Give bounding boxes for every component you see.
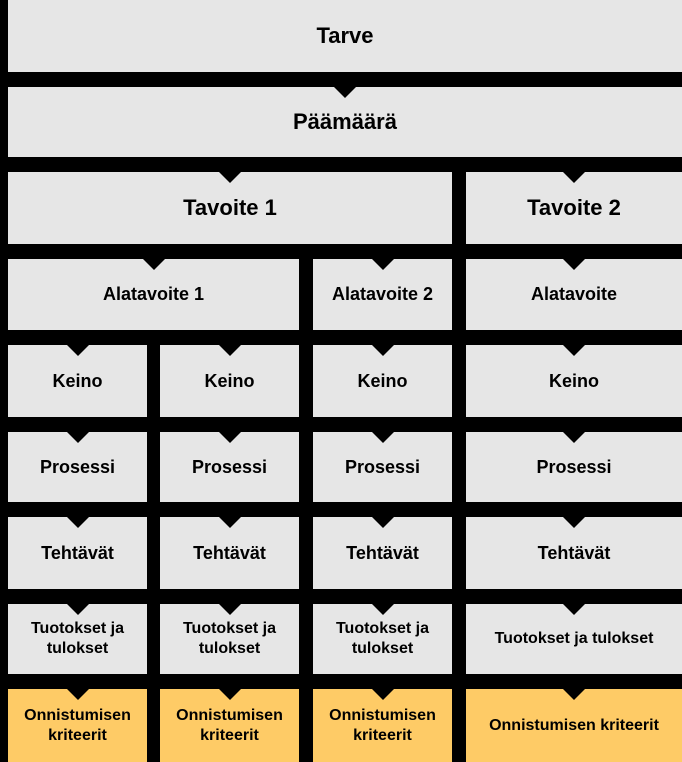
flow-arrow: [372, 517, 394, 528]
aim-box-label: Päämäärä: [293, 109, 397, 134]
tasks-box-2-label: Tehtävät: [193, 542, 266, 563]
outputs-box-1-label: Tuotokset ja tulokset: [30, 620, 125, 657]
process-box-1-label: Prosessi: [39, 456, 116, 477]
goal-box-2-label: Tavoite 2: [527, 195, 621, 220]
flow-arrow: [219, 432, 241, 443]
flow-arrow: [563, 432, 585, 443]
flow-arrow: [563, 517, 585, 528]
means-box-3-label: Keino: [357, 370, 408, 391]
flow-arrow: [372, 259, 394, 270]
flow-arrow: [563, 689, 585, 700]
success-criteria-box-3-label: Onnistumisen kriteerit: [329, 706, 436, 744]
flow-arrow: [372, 345, 394, 356]
flow-arrow: [219, 689, 241, 700]
tasks-box-1-label: Tehtävät: [41, 542, 114, 563]
flow-arrow: [563, 172, 585, 183]
flow-arrow: [67, 345, 89, 356]
flow-arrow: [67, 432, 89, 443]
process-box-3-label: Prosessi: [344, 456, 421, 477]
flow-arrow: [563, 604, 585, 615]
flow-arrow: [372, 689, 394, 700]
means-box-1-label: Keino: [52, 370, 103, 391]
flow-arrow: [219, 517, 241, 528]
flow-arrow: [143, 259, 165, 270]
success-criteria-box-4-label: Onnistumisen kriteerit: [489, 716, 659, 734]
flow-arrow: [219, 604, 241, 615]
outputs-box-3-label: Tuotokset ja tulokset: [335, 620, 430, 657]
outputs-box-2-label: Tuotokset ja tulokset: [182, 620, 277, 657]
outputs-box-4-label: Tuotokset ja tulokset: [494, 630, 654, 647]
flow-arrow: [372, 432, 394, 443]
flow-arrow: [563, 259, 585, 270]
means-box-2-label: Keino: [204, 370, 255, 391]
tasks-box-3-label: Tehtävät: [346, 542, 419, 563]
need-box: [8, 0, 682, 72]
tasks-box-4-label: Tehtävät: [537, 542, 611, 563]
flow-arrow: [334, 87, 356, 98]
flow-arrow: [67, 517, 89, 528]
means-box-4-label: Keino: [548, 370, 599, 391]
process-box-2-label: Prosessi: [191, 456, 268, 477]
flow-arrow: [372, 604, 394, 615]
success-criteria-box-2-label: Onnistumisen kriteerit: [176, 706, 283, 744]
process-box-4-label: Prosessi: [536, 456, 612, 477]
success-criteria-box-1-label: Onnistumisen kriteerit: [24, 706, 131, 744]
subgoal-box-1-label: Alatavoite 1: [102, 284, 205, 304]
flow-arrow: [219, 345, 241, 356]
goal-box-1-label: Tavoite 1: [183, 195, 277, 220]
flow-arrow: [67, 604, 89, 615]
flow-arrow: [219, 172, 241, 183]
subgoal-box-3-label: Alatavoite: [530, 284, 618, 304]
flow-arrow: [67, 689, 89, 700]
subgoal-box-2-label: Alatavoite 2: [331, 284, 434, 304]
need-box-label: Tarve: [316, 23, 374, 48]
flow-arrow: [563, 345, 585, 356]
